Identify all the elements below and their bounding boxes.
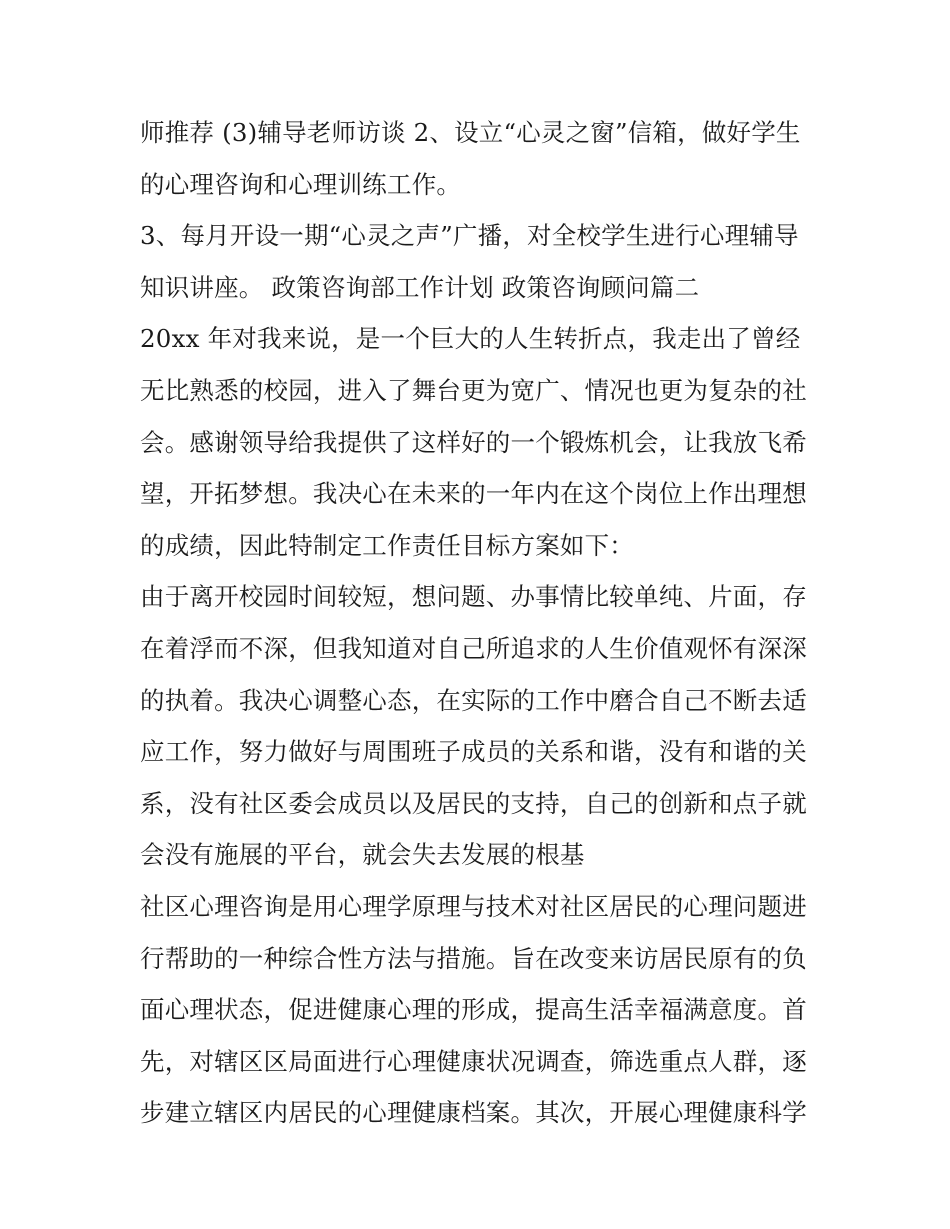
text-line: 系，没有社区委会成员以及居民的支持，自己的创新和点子就 (140, 788, 807, 818)
text-line: 的成绩，因此特制定工作责任目标方案如下： (140, 530, 634, 560)
document-body (140, 107, 820, 1139)
text-line: 师推荐 (3)辅导老师访谈 2、设立“心灵之窗”信箱，做好学生 (140, 118, 801, 147)
text-line: 无比熟悉的校园，进入了舞台更为宽广、情况也更为复杂的社 (140, 375, 807, 405)
text-line: 由于离开校园时间较短，想问题、办事情比较单纯、片面，存 (140, 582, 807, 612)
text-line: 会。感谢领导给我提供了这样好的一个锻炼机会，让我放飞希 (140, 427, 807, 457)
text-line: 的执着。我决心调整心态，在实际的工作中磨合自己不断去适 (140, 685, 807, 715)
text-line: 3、每月开设一期“心灵之声”广播，对全校学生进行心理辅导 (140, 221, 799, 251)
text-line: 望，开拓梦想。我决心在未来的一年内在这个岗位上作出理想 (140, 479, 807, 509)
text-line: 的心理咨询和心理训练工作。 (140, 169, 462, 199)
text-line: 步建立辖区内居民的心理健康档案。其次，开展心理健康科学 (140, 1098, 807, 1128)
text-line: 会没有施展的平台，就会失去发展的根基 (140, 840, 585, 870)
text-line: 行帮助的一种综合性方法与措施。旨在改变来访居民原有的负 (140, 943, 807, 973)
text-line: 应工作，努力做好与周围班子成员的关系和谐，没有和谐的关 (140, 737, 807, 767)
text-line: 先，对辖区区局面进行心理健康状况调查，筛选重点人群，逐 (140, 1046, 807, 1076)
text-line: 在着浮而不深，但我知道对自己所追求的人生价值观怀有深深 (140, 633, 807, 663)
text-line: 知识讲座。 政策咨询部工作计划 政策咨询顾问篇二 (140, 272, 700, 302)
text-line: 社区心理咨询是用心理学原理与技术对社区居民的心理问题进 (140, 891, 807, 921)
text-line: 面心理状态，促进健康心理的形成，提高生活幸福满意度。首 (140, 995, 807, 1025)
text-line: 20xx 年对我来说，是一个巨大的人生转折点，我走出了曾经 (140, 324, 801, 354)
